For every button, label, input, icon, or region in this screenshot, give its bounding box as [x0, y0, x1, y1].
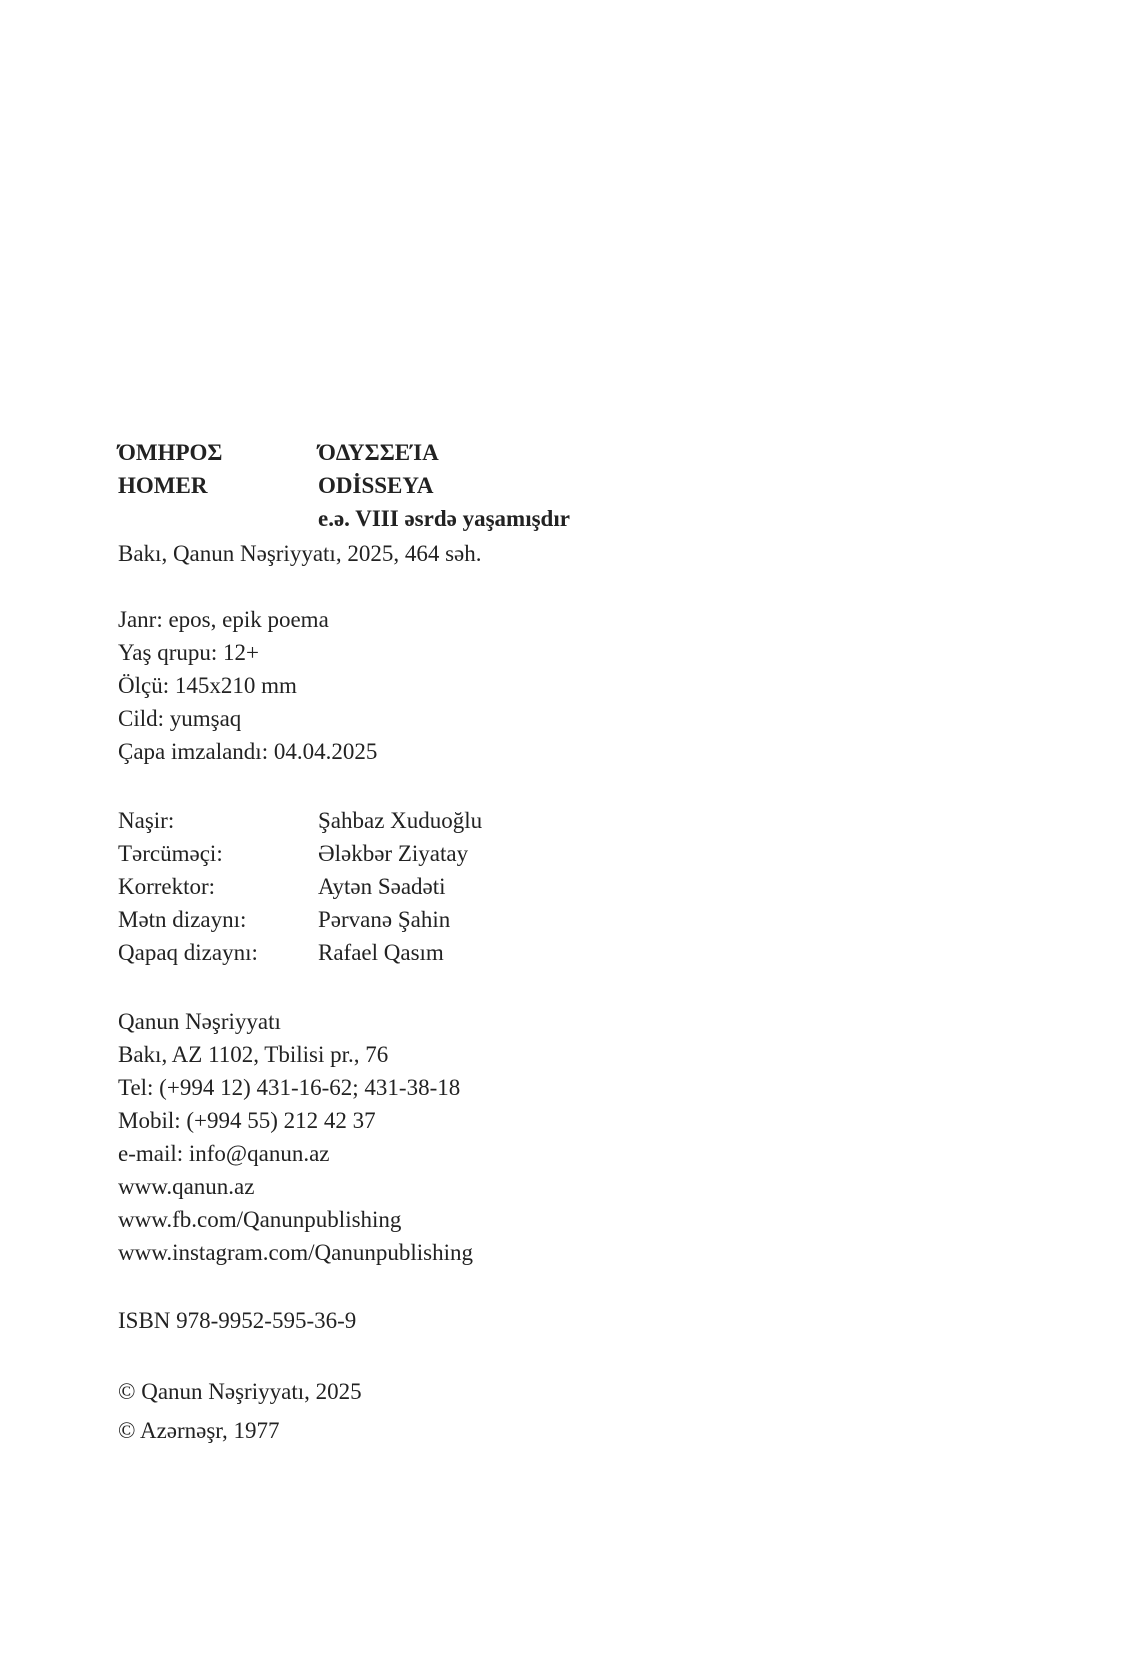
- publication-line: [118, 537, 481, 570]
- staff-name: Şahbaz Xuduoğlu: [318, 808, 483, 833]
- author-name: HOMER: [118, 473, 208, 498]
- title-block: [118, 436, 570, 535]
- publisher-website: www.qanun.az: [118, 1174, 255, 1199]
- book-title: ODİSSEYA: [318, 473, 434, 498]
- staff-role: Qapaq dizaynı:: [118, 940, 258, 965]
- staff-name: Rafael Qasım: [318, 940, 444, 965]
- publication-text: Bakı, Qanun Nəşriyyatı, 2025, 464 səh.: [118, 541, 482, 566]
- staff-role: Tərcüməçi:: [118, 841, 223, 866]
- book-specs: [118, 603, 377, 768]
- staff-credits: [118, 804, 482, 969]
- staff-name: Pərvanə Şahin: [318, 907, 451, 932]
- publisher-instagram: www.instagram.com/Qanunpublishing: [118, 1240, 473, 1265]
- greek-title: ΌΔΥΣΣΕΊΑ: [318, 440, 439, 465]
- staff-role: Naşir:: [118, 808, 175, 833]
- staff-row: [118, 903, 482, 936]
- staff-row: [118, 870, 482, 903]
- publisher-email: e-mail: info@qanun.az: [118, 1141, 330, 1166]
- spec-binding: Cild: yumşaq: [118, 706, 242, 731]
- staff-row: [118, 837, 482, 870]
- publisher-mobile: Mobil: (+994 55) 212 42 37: [118, 1108, 376, 1133]
- author-era: e.ə. VIII əsrdə yaşamışdır: [318, 506, 570, 531]
- publisher-name: Qanun Nəşriyyatı: [118, 1009, 281, 1034]
- latin-row: [118, 469, 570, 502]
- copyright-block: [118, 1372, 362, 1450]
- era-row: [118, 502, 570, 535]
- staff-role: Mətn dizaynı:: [118, 907, 247, 932]
- publisher-address: Bakı, AZ 1102, Tbilisi pr., 76: [118, 1042, 389, 1067]
- isbn-block: [118, 1304, 356, 1337]
- greek-row: [118, 436, 570, 469]
- spec-genre: Janr: epos, epik poema: [118, 607, 329, 632]
- publisher-contact: [118, 1005, 473, 1269]
- isbn-number: ISBN 978-9952-595-36-9: [118, 1308, 357, 1333]
- staff-name: Aytən Səadəti: [318, 874, 446, 899]
- greek-author: ΌΜΗΡΟΣ: [118, 440, 223, 465]
- copyright-line: © Qanun Nəşriyyatı, 2025: [118, 1379, 362, 1404]
- copyright-line: © Azərnəşr, 1977: [118, 1418, 280, 1443]
- spec-age-group: Yaş qrupu: 12+: [118, 640, 259, 665]
- staff-role: Korrektor:: [118, 874, 216, 899]
- spec-print-date: Çapa imzalandı: 04.04.2025: [118, 739, 378, 764]
- staff-name: Ələkbər Ziyatay: [318, 841, 469, 866]
- publisher-tel: Tel: (+994 12) 431-16-62; 431-38-18: [118, 1075, 461, 1100]
- staff-row: [118, 804, 482, 837]
- staff-row: [118, 936, 482, 969]
- publisher-facebook: www.fb.com/Qanunpublishing: [118, 1207, 402, 1232]
- spec-size: Ölçü: 145x210 mm: [118, 673, 297, 698]
